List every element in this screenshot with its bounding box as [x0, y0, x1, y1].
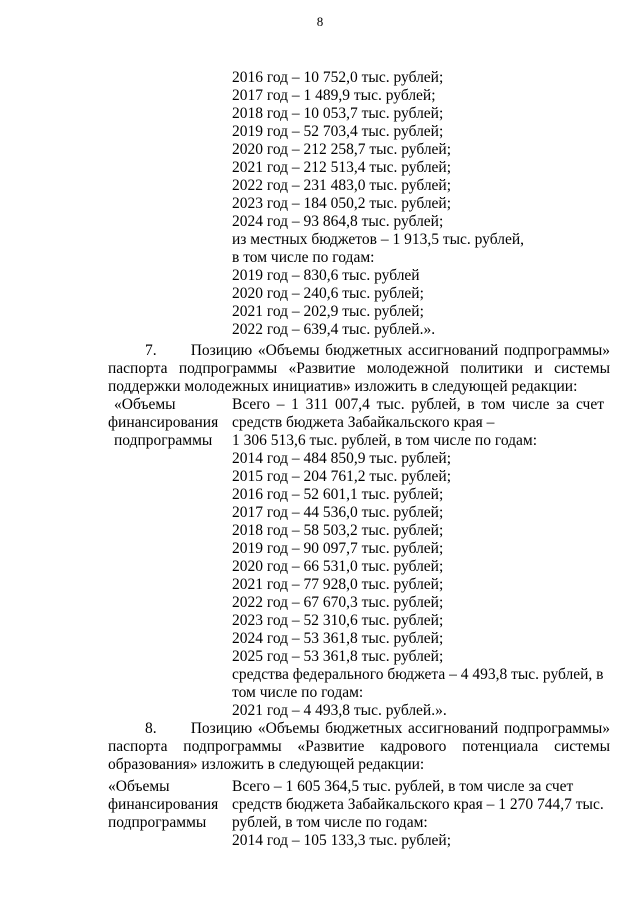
table-value-line: 2021 год – 77 928,0 тыс. рублей;	[232, 576, 444, 593]
table-label-line: финансирования	[108, 414, 219, 431]
table-value-line: том числе по годам:	[232, 684, 364, 701]
table-value-line: средств бюджета Забайкальского края –	[232, 414, 495, 431]
table-value-line: 2014 год – 484 850,9 тыс. рублей;	[232, 450, 452, 467]
table-value-line: 2019 год – 90 097,7 тыс. рублей;	[232, 540, 444, 557]
list-line: 2021 год – 202,9 тыс. рублей;	[232, 303, 424, 320]
table-value-line: Всего – 1 311 007,4 тыс. рублей, в том числе за счет	[232, 396, 604, 413]
table-value-line: 2024 год – 53 361,8 тыс. рублей;	[232, 630, 444, 647]
list-line: 2016 год – 10 752,0 тыс. рублей;	[232, 69, 444, 86]
table-label-line: подпрограммы	[114, 432, 213, 449]
table-value-line: 2020 год – 66 531,0 тыс. рублей;	[232, 558, 444, 575]
list-line: 2023 год – 184 050,2 тыс. рублей;	[232, 195, 452, 212]
list-line: 2019 год – 52 703,4 тыс. рублей;	[232, 123, 444, 140]
list-line: 2018 год – 10 053,7 тыс. рублей;	[232, 105, 444, 122]
table-value-line: 2022 год – 67 670,3 тыс. рублей;	[232, 594, 444, 611]
paragraph-line: образования» изложить в следующей редакции:	[108, 756, 425, 773]
list-line: 2022 год – 231 483,0 тыс. рублей;	[232, 177, 452, 194]
list-line: 2021 год – 212 513,4 тыс. рублей;	[232, 159, 452, 176]
paragraph-line: поддержки молодежных инициатив» изложить в следующей редакции:	[108, 378, 578, 395]
paragraph-line: 7. Позицию «Объемы бюджетных ассигнований подпрограммы»	[145, 342, 610, 359]
table-value-line: средства федерального бюджета – 4 493,8 тыс. рублей, в	[232, 666, 604, 683]
list-line: 2020 год – 240,6 тыс. рублей;	[232, 285, 424, 302]
list-line: 2019 год – 830,6 тыс. рублей	[232, 267, 420, 284]
list-line: в том числе по годам:	[232, 249, 375, 266]
table-value-line: 2017 год – 44 536,0 тыс. рублей;	[232, 504, 444, 521]
table-label-line: «Объемы	[108, 778, 170, 795]
table-value-line: 2021 год – 4 493,8 тыс. рублей.».	[232, 702, 447, 719]
page-number: 8	[316, 14, 324, 29]
table-value-line: 2014 год – 105 133,3 тыс. рублей;	[232, 832, 452, 849]
table-value-line: 2025 год – 53 361,8 тыс. рублей;	[232, 648, 444, 665]
paragraph-line: паспорта подпрограммы «Развитие кадрового потенциала системы	[108, 738, 610, 755]
table-value-line: 2016 год – 52 601,1 тыс. рублей;	[232, 486, 444, 503]
table-value-line: 2023 год – 52 310,6 тыс. рублей;	[232, 612, 444, 629]
table-value-line: средств бюджета Забайкальского края – 1 270 744,7 тыс.	[232, 796, 604, 813]
list-line: 2020 год – 212 258,7 тыс. рублей;	[232, 141, 452, 158]
table-label-line: финансирования	[108, 796, 219, 813]
paragraph-line: паспорта подпрограммы «Развитие молодежной политики и системы	[108, 360, 610, 377]
list-line: 2024 год – 93 864,8 тыс. рублей;	[232, 213, 444, 230]
list-line: 2017 год – 1 489,9 тыс. рублей;	[232, 87, 436, 104]
paragraph-line: 8. Позицию «Объемы бюджетных ассигнований подпрограммы»	[145, 720, 610, 737]
table-value-line: Всего – 1 605 364,5 тыс. рублей, в том числе за счет	[232, 778, 574, 795]
table-label-line: подпрограммы	[108, 814, 207, 831]
table-value-line: 2018 год – 58 503,2 тыс. рублей;	[232, 522, 444, 539]
table-label-line: «Объемы	[114, 396, 176, 413]
table-value-line: 2015 год – 204 761,2 тыс. рублей;	[232, 468, 452, 485]
list-line: из местных бюджетов – 1 913,5 тыс. рублей,	[232, 231, 525, 248]
table-value-line: 1 306 513,6 тыс. рублей, в том числе по годам:	[232, 432, 538, 449]
list-line: 2022 год – 639,4 тыс. рублей.».	[232, 321, 436, 338]
table-value-line: рублей, в том числе по годам:	[232, 814, 428, 831]
